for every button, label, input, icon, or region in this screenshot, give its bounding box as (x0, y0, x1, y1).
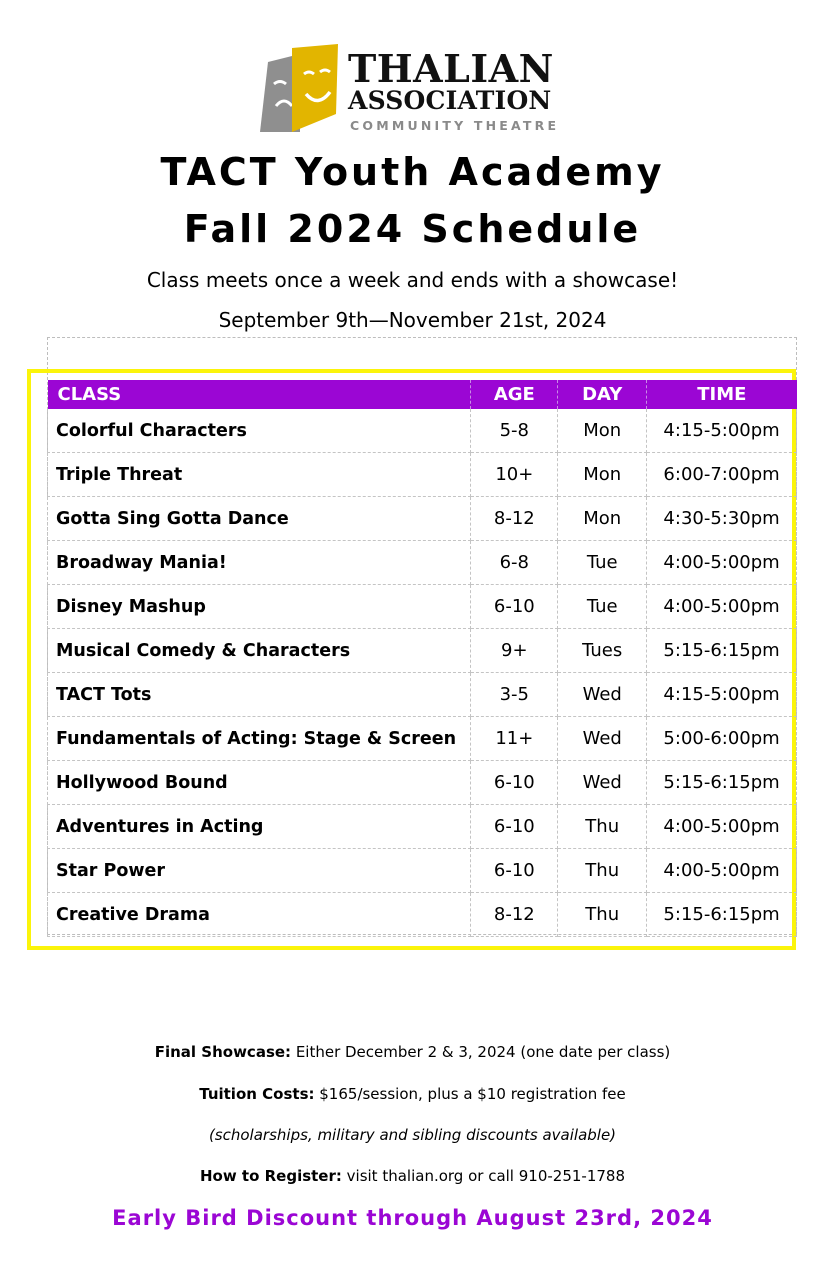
time-cell: 5:15-6:15pm (647, 761, 797, 805)
discounts-note: (scholarships, military and sibling discounts available) (208, 1126, 617, 1144)
register-line (0, 1166, 825, 1186)
table-row (48, 673, 797, 717)
class-cell: Triple Threat (48, 453, 471, 497)
day-cell: Mon (558, 409, 647, 453)
table-row (48, 805, 797, 849)
table-row (48, 893, 797, 937)
showcase-text: Either December 2 & 3, 2024 (one date per class) (291, 1043, 671, 1061)
day-cell: Tue (558, 541, 647, 585)
age-cell: 3-5 (471, 673, 558, 717)
logo-association: ASSOCIATION (348, 86, 552, 115)
page-title-line1: TACT Youth Academy (160, 150, 665, 194)
table-header-row (48, 380, 797, 409)
time-cell: 4:15-5:00pm (647, 409, 797, 453)
class-cell: Disney Mashup (48, 585, 471, 629)
time-cell: 5:15-6:15pm (647, 629, 797, 673)
class-cell: Creative Drama (48, 893, 471, 937)
logo-subtitle: COMMUNITY THEATRE (350, 118, 560, 133)
table-row (48, 497, 797, 541)
register-label: How to Register: (199, 1167, 342, 1185)
tuition-line (0, 1084, 825, 1104)
class-cell: Broadway Mania! (48, 541, 471, 585)
theatre-masks-icon (260, 44, 350, 140)
time-cell: 4:00-5:00pm (647, 849, 797, 893)
schedule-table (47, 380, 797, 937)
day-cell: Tue (558, 585, 647, 629)
class-cell: Hollywood Bound (48, 761, 471, 805)
showcase-label: Final Showcase: (154, 1043, 292, 1061)
header-time: TIME (647, 380, 797, 409)
time-cell: 5:00-6:00pm (647, 717, 797, 761)
age-cell: 8-12 (471, 893, 558, 937)
class-cell: Fundamentals of Acting: Stage & Screen (48, 717, 471, 761)
day-cell: Wed (558, 673, 647, 717)
table-row (48, 717, 797, 761)
time-cell: 4:00-5:00pm (647, 585, 797, 629)
table-row (48, 761, 797, 805)
time-cell: 4:00-5:00pm (647, 805, 797, 849)
table-row (48, 629, 797, 673)
page-title-line2: Fall 2024 Schedule (183, 207, 642, 251)
header-day: DAY (558, 380, 647, 409)
age-cell: 6-10 (471, 849, 558, 893)
day-cell: Thu (558, 805, 647, 849)
day-cell: Wed (558, 717, 647, 761)
thalian-logo (260, 44, 580, 140)
tuition-label: Tuition Costs: (199, 1085, 315, 1103)
time-cell: 6:00-7:00pm (647, 453, 797, 497)
age-cell: 6-10 (471, 805, 558, 849)
class-cell: Musical Comedy & Characters (48, 629, 471, 673)
class-cell: Colorful Characters (48, 409, 471, 453)
age-cell: 9+ (471, 629, 558, 673)
class-cell: Star Power (48, 849, 471, 893)
age-cell: 6-10 (471, 585, 558, 629)
logo-name: THALIAN (348, 46, 554, 91)
day-cell: Thu (558, 893, 647, 937)
time-cell: 5:15-6:15pm (647, 893, 797, 937)
day-cell: Tues (558, 629, 647, 673)
day-cell: Mon (558, 497, 647, 541)
table-row (48, 849, 797, 893)
day-cell: Thu (558, 849, 647, 893)
final-showcase-line (0, 1042, 825, 1062)
table-row (48, 585, 797, 629)
age-cell: 5-8 (471, 409, 558, 453)
tagline: Class meets once a week and ends with a showcase! (146, 268, 679, 292)
date-range: September 9th—November 21st, 2024 (218, 308, 607, 332)
day-cell: Wed (558, 761, 647, 805)
tuition-text: $165/session, plus a $10 registration fee (314, 1085, 626, 1103)
time-cell: 4:30-5:30pm (647, 497, 797, 541)
class-cell: Gotta Sing Gotta Dance (48, 497, 471, 541)
age-cell: 6-10 (471, 761, 558, 805)
class-cell: Adventures in Acting (48, 805, 471, 849)
age-cell: 11+ (471, 717, 558, 761)
class-cell: TACT Tots (48, 673, 471, 717)
table-row (48, 409, 797, 453)
age-cell: 6-8 (471, 541, 558, 585)
early-bird-banner: Early Bird Discount through August 23rd, 2024 (112, 1206, 713, 1230)
time-cell: 4:00-5:00pm (647, 541, 797, 585)
age-cell: 10+ (471, 453, 558, 497)
table-row (48, 541, 797, 585)
table-row (48, 453, 797, 497)
header-class: CLASS (48, 380, 471, 409)
time-cell: 4:15-5:00pm (647, 673, 797, 717)
age-cell: 8-12 (471, 497, 558, 541)
header-age: AGE (471, 380, 558, 409)
day-cell: Mon (558, 453, 647, 497)
register-text: visit thalian.org or call 910-251-1788 (341, 1167, 626, 1185)
